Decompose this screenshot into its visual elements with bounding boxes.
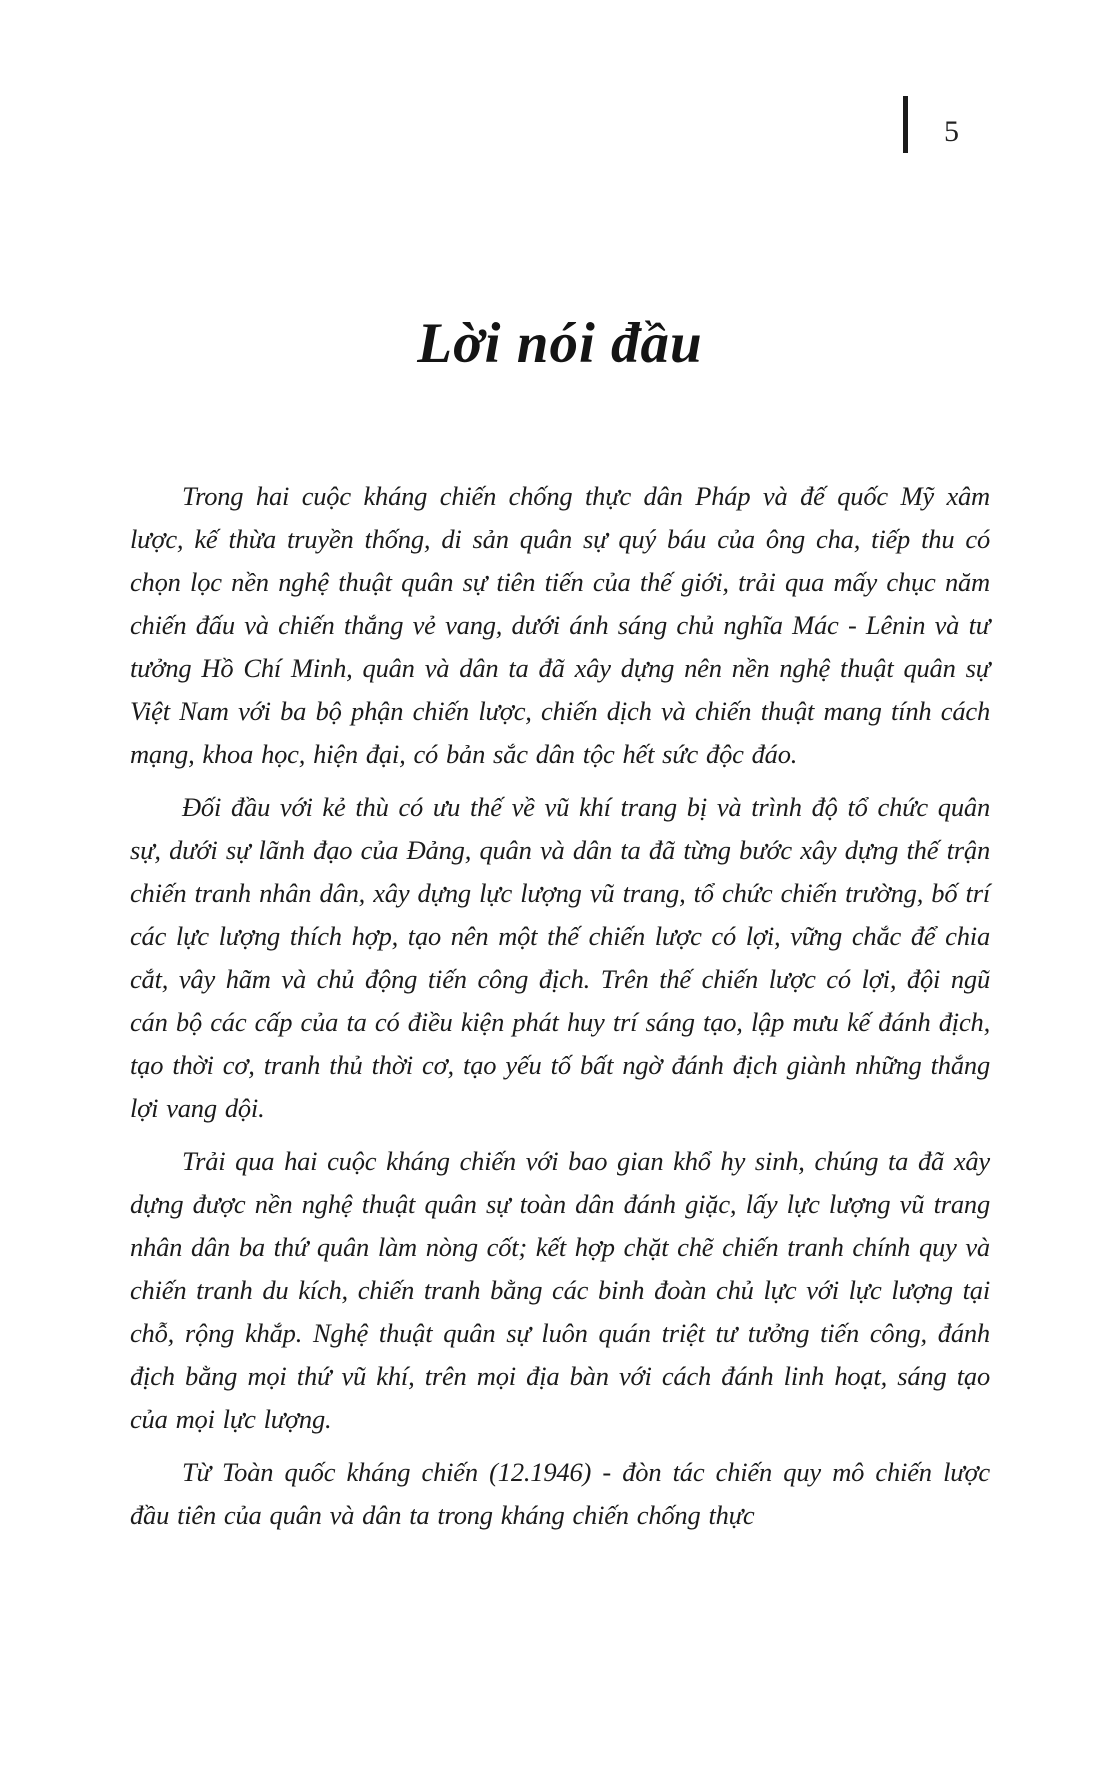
page-header <box>903 96 960 153</box>
paragraph: Trải qua hai cuộc kháng chiến với bao gian khổ hy sinh, chúng ta đã xây dựng được nền nghệ thuật quân sự toàn dân đánh giặc, lấy lực lượng vũ trang nhân dân ba thứ quân làm nòng cốt; kết hợp chặt chẽ chiến tranh chính quy và chiến tranh du kích, chiến tranh bằng các binh đoàn chủ lực với lực lượng tại chỗ, rộng khắp. Nghệ thuật quân sự luôn quán triệt tư tưởng tiến công, đánh địch bằng mọi thứ vũ khí, trên mọi địa bàn với cách đánh linh hoạt, sáng tạo của mọi lực lượng. <box>130 1146 990 1435</box>
chapter-title: Lời nói đầu <box>417 312 703 375</box>
header-rule <box>903 96 908 153</box>
body-text <box>130 475 990 1537</box>
paragraph: Đối đầu với kẻ thù có ưu thế về vũ khí trang bị và trình độ tổ chức quân sự, dưới sự lãnh đạo của Đảng, quân và dân ta đã từng bước xây dựng thế trận chiến tranh nhân dân, xây dựng lực lượng vũ trang, tổ chức chiến trường, bố trí các lực lượng thích hợp, tạo nên một thế chiến lược có lợi, vững chắc để chia cắt, vây hãm và chủ động tiến công địch. Trên thế chiến lược có lợi, đội ngũ cán bộ các cấp của ta có điều kiện phát huy trí sáng tạo, lập mưu kế đánh địch, tạo thời cơ, tranh thủ thời cơ, tạo yếu tố bất ngờ đánh địch giành những thắng lợi vang dội. <box>130 792 990 1124</box>
page-content <box>130 308 990 1537</box>
paragraph: Trong hai cuộc kháng chiến chống thực dân Pháp và đế quốc Mỹ xâm lược, kế thừa truyền thống, di sản quân sự quý báu của ông cha, tiếp thu có chọn lọc nền nghệ thuật quân sự tiên tiến của thế giới, trải qua mấy chục năm chiến đấu và chiến thắng vẻ vang, dưới ánh sáng chủ nghĩa Mác - Lênin và tư tưởng Hồ Chí Minh, quân và dân ta đã xây dựng nên nền nghệ thuật quân sự Việt Nam với ba bộ phận chiến lược, chiến dịch và chiến thuật mang tính cách mạng, khoa học, hiện đại, có bản sắc dân tộc hết sức độc đáo. <box>130 481 990 770</box>
paragraph: Từ Toàn quốc kháng chiến (12.1946) - đòn tác chiến quy mô chiến lược đầu tiên của quân và dân ta trong kháng chiến chống thực <box>130 1457 990 1531</box>
page-number: 5 <box>944 114 960 148</box>
